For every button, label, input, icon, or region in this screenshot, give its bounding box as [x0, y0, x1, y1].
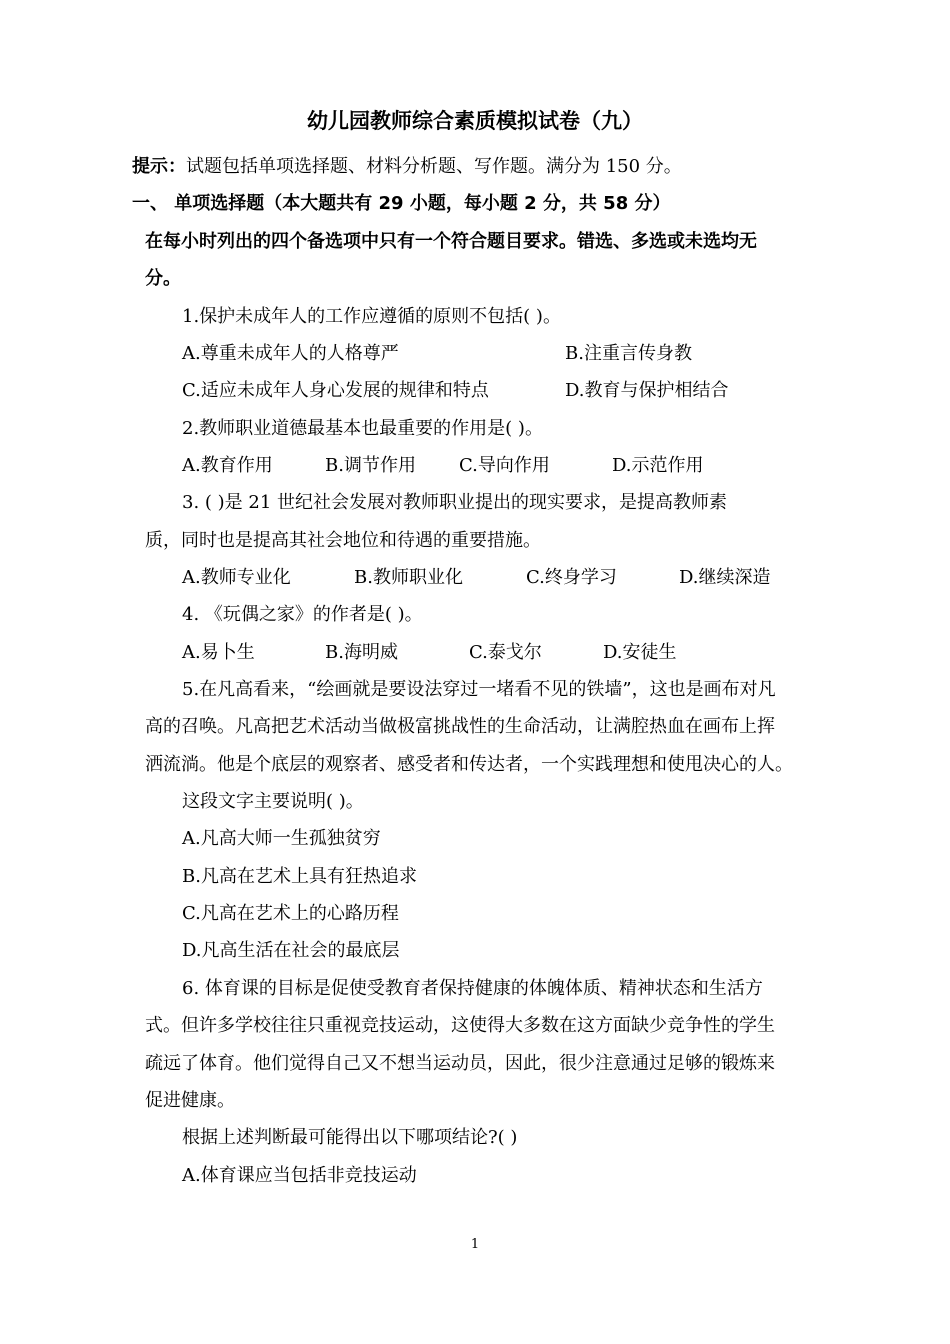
- question-6-stem-line3: 疏远了体育。他们觉得自己又不想当运动员，因此，很少注意通过足够的锻炼来: [145, 1053, 775, 1074]
- question-6-stem-line1: 6. 体育课的目标是促使受教育者保持健康的体魄体质、精神状态和生活方: [182, 978, 763, 999]
- question-3-option-a: A.教师专业化: [182, 567, 291, 588]
- section-heading: 一、 单项选择题（本大题共有 29 小题，每小题 2 分，共 58 分）: [132, 193, 671, 214]
- question-2-stem: 2.教师职业道德最基本也最重要的作用是( )。: [182, 418, 543, 439]
- question-2-option-c: C.导向作用: [459, 455, 550, 476]
- question-6-option-a: A.体育课应当包括非竞技运动: [182, 1165, 417, 1186]
- question-1-option-a: A.尊重未成年人的人格尊严: [182, 343, 399, 364]
- question-5-option-c: C.凡高在艺术上的心路历程: [182, 903, 399, 924]
- question-5-option-d: D.凡高生活在社会的最底层: [182, 940, 400, 961]
- question-4-option-b: B.海明威: [325, 642, 398, 663]
- question-6-stem-line2: 式。但许多学校往往只重视竞技运动，这使得大多数在这方面缺少竞争性的学生: [145, 1015, 775, 1036]
- hint-text: 试题包括单项选择题、材料分析题、写作题。满分为 150 分。: [186, 156, 682, 177]
- section-instruction-line1: 在每小时列出的四个备选项中只有一个符合题目要求。错选、多选或未选均无: [145, 231, 757, 252]
- question-4-option-c: C.泰戈尔: [469, 642, 542, 663]
- question-5-option-b: B.凡高在艺术上具有狂热追求: [182, 866, 417, 887]
- question-2-option-b: B.调节作用: [325, 455, 416, 476]
- question-6-question: 根据上述判断最可能得出以下哪项结论?( ): [182, 1127, 518, 1148]
- question-5-stem-line3: 洒流淌。他是个底层的观察者、感受者和传达者，一个实践理想和使甩决心的人。: [145, 754, 793, 775]
- question-5-stem-line1: 5.在凡高看来，“绘画就是要设法穿过一堵看不见的铁墙”，这也是画布对凡: [182, 679, 776, 700]
- question-3-stem-line1: 3. ( )是 21 世纪社会发展对教师职业提出的现实要求，是提高教师素: [182, 492, 728, 513]
- hint-label: 提示：: [132, 156, 186, 177]
- question-4-stem: 4. 《玩偶之家》的作者是( )。: [182, 604, 423, 625]
- question-1-option-d: D.教育与保护相结合: [565, 380, 729, 401]
- question-6-stem-line4: 促进健康。: [145, 1090, 235, 1111]
- page-title: 幼儿园教师综合素质模拟试卷（九）: [307, 109, 643, 133]
- hint-line: [132, 155, 682, 179]
- question-5-stem-line2: 高的召唤。凡高把艺术活动当做极富挑战性的生命活动，让满腔热血在画布上挥: [145, 716, 775, 737]
- question-1-stem: 1.保护未成年人的工作应遵循的原则不包括( )。: [182, 306, 561, 327]
- question-1-option-c: C.适应未成年人身心发展的规律和特点: [182, 380, 489, 401]
- question-3-option-c: C.终身学习: [526, 567, 617, 588]
- page-number: 1: [470, 1237, 480, 1252]
- section-instruction-line2: 分。: [145, 268, 181, 289]
- question-2-option-a: A.教育作用: [182, 455, 273, 476]
- question-1-option-b: B.注重言传身教: [565, 343, 692, 364]
- question-3-option-d: D.继续深造: [679, 567, 771, 588]
- question-5-question: 这段文字主要说明( )。: [182, 791, 364, 812]
- question-4-option-a: A.易卜生: [182, 642, 255, 663]
- question-3-option-b: B.教师职业化: [354, 567, 463, 588]
- question-5-option-a: A.凡高大师一生孤独贫穷: [182, 828, 381, 849]
- question-4-option-d: D.安徒生: [603, 642, 677, 663]
- question-3-stem-line2: 质，同时也是提高其社会地位和待遇的重要措施。: [145, 530, 541, 551]
- question-2-option-d: D.示范作用: [612, 455, 704, 476]
